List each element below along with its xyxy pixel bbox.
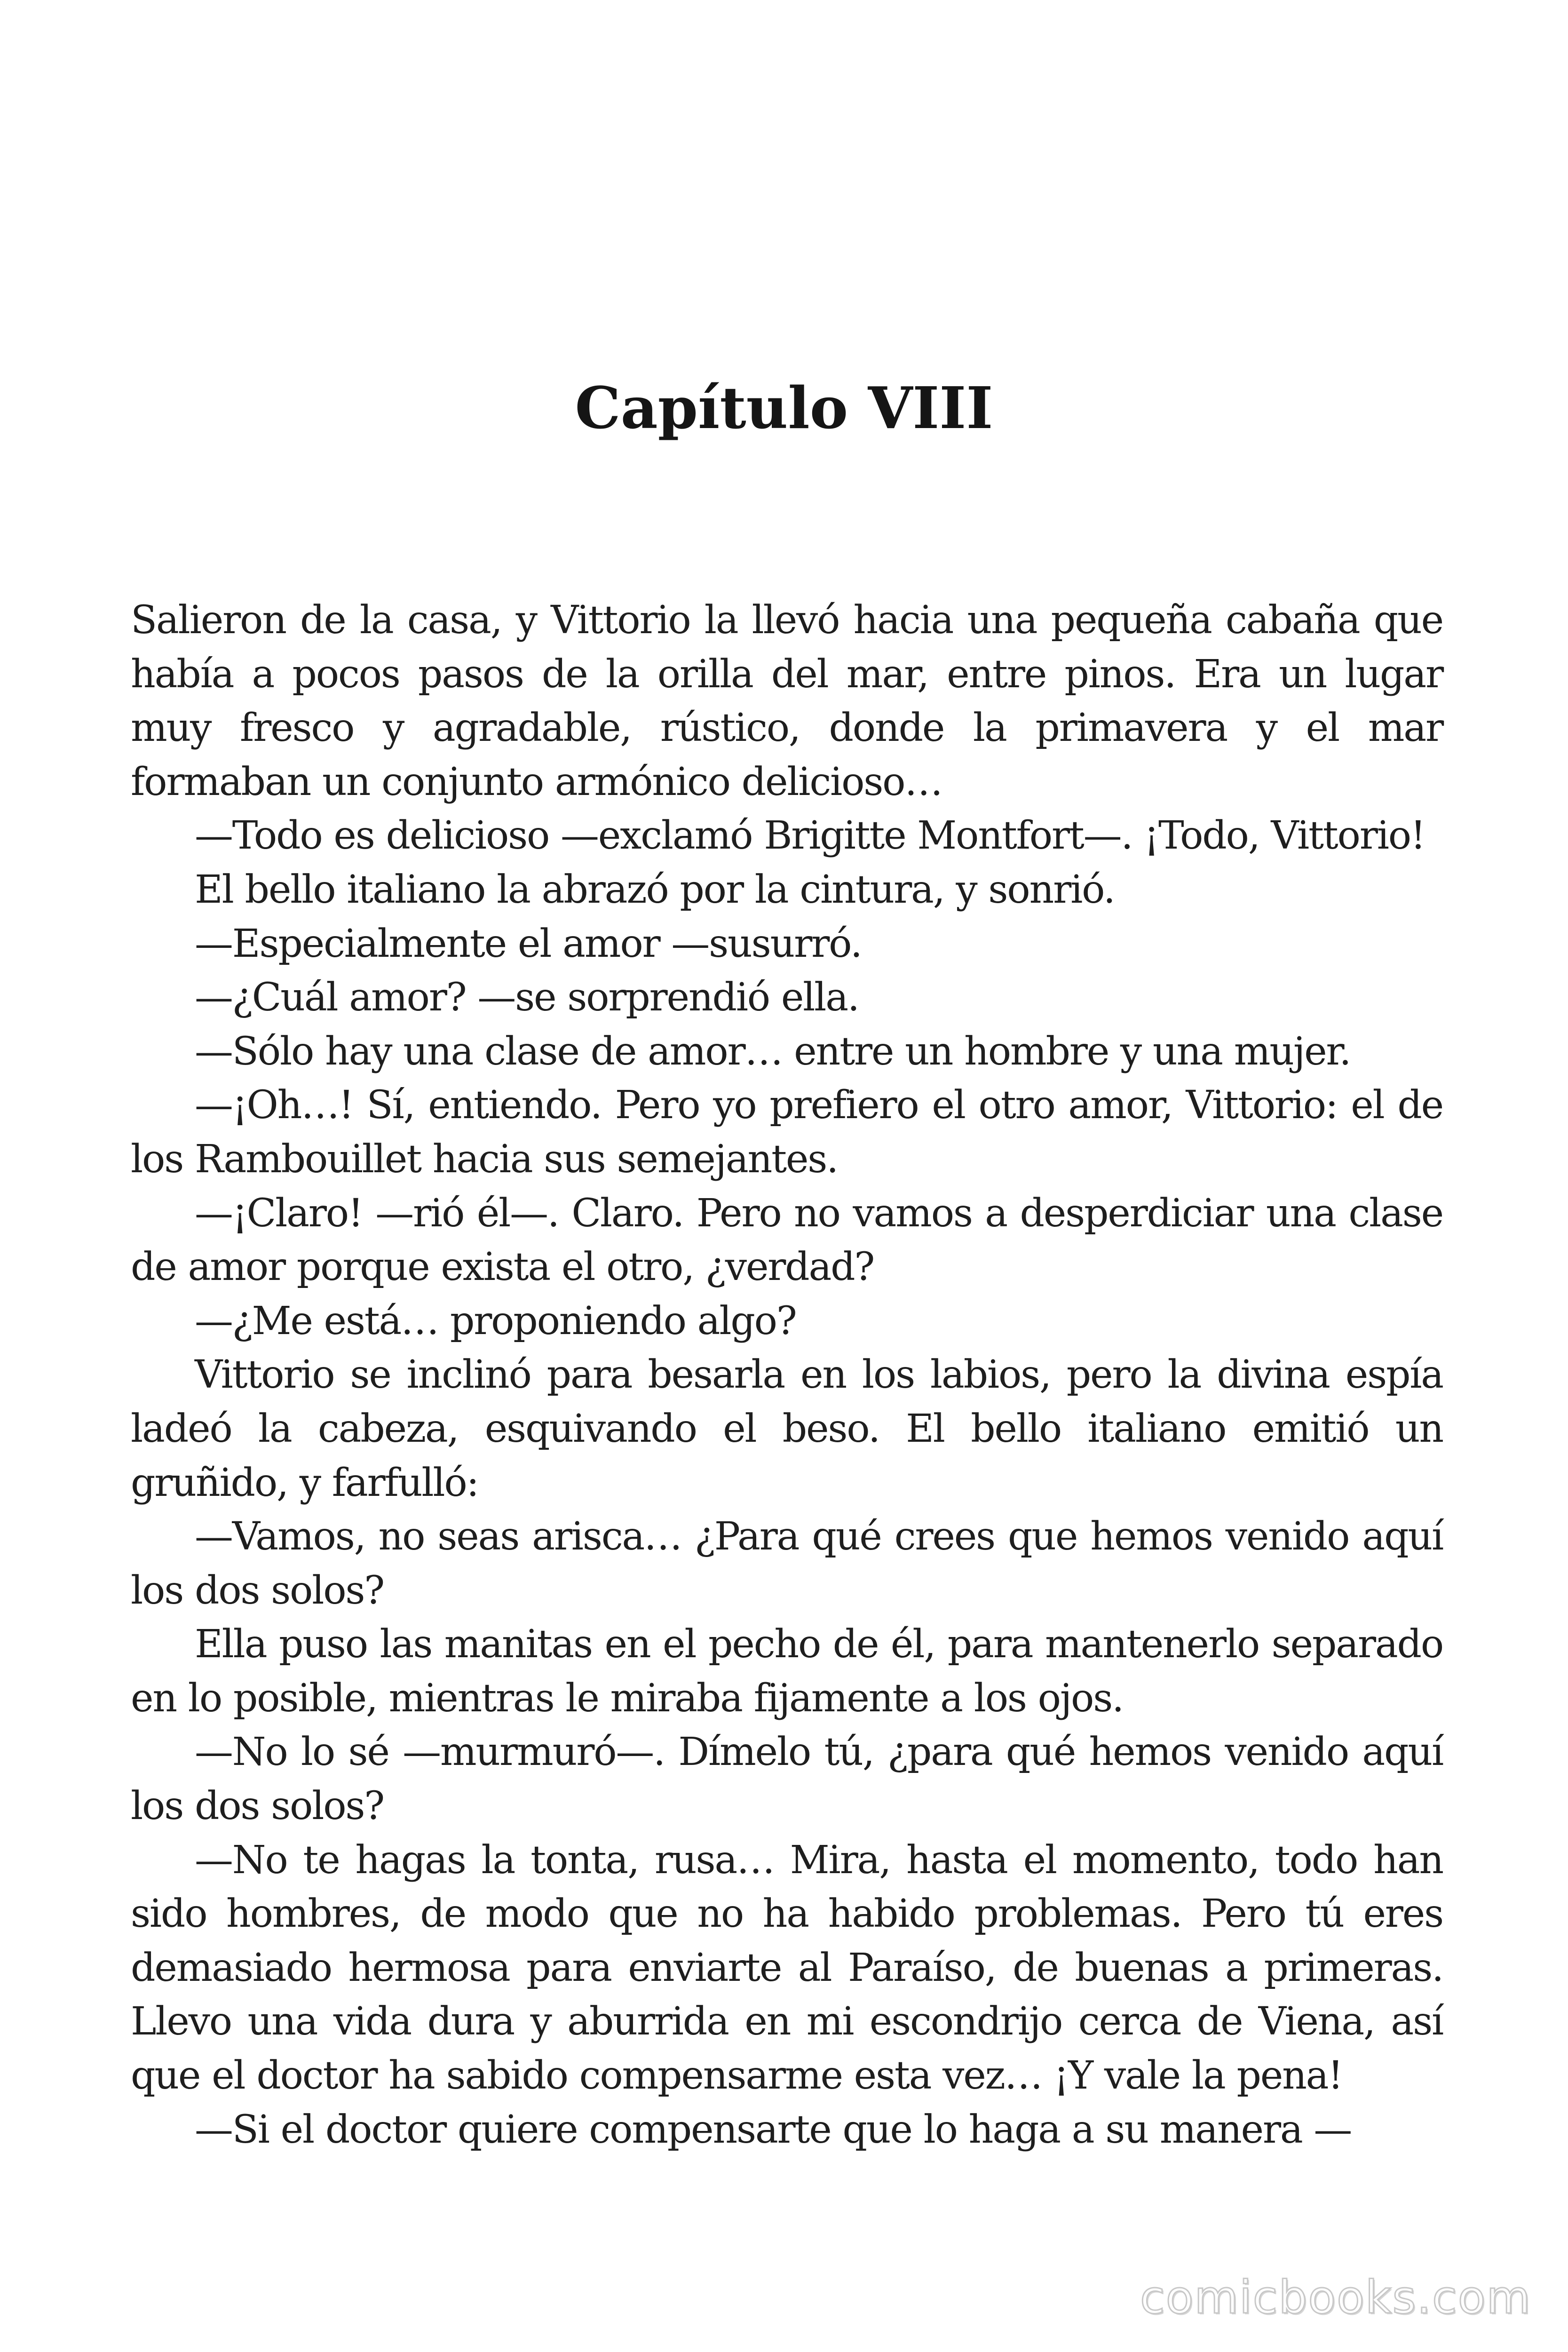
paragraph: Vittorio se inclinó para besarla en los labios, pero la divina espía ladeó la cabeza, esquivando el beso. El bello italiano emitió un gruñido, y farfulló:: [131, 1352, 1443, 1505]
paragraph: Ella puso las manitas en el pecho de él, para mantenerlo separado en lo posible, mientras le miraba fijamente a los ojos.: [131, 1622, 1443, 1721]
paragraph: —¡Oh…! Sí, entiendo. Pero yo prefiero el otro amor, Vittorio: el de los Rambouillet hacia sus semejantes.: [131, 1083, 1443, 1182]
paragraph: —No lo sé —murmuró—. Dímelo tú, ¿para qué hemos venido aquí los dos solos?: [131, 1730, 1443, 1829]
paragraph: —Si el doctor quiere compensarte que lo haga a su manera —: [195, 2107, 1352, 2152]
paragraph: —Vamos, no seas arisca… ¿Para qué crees que hemos venido aquí los dos solos?: [131, 1514, 1443, 1613]
paragraph: —¡Claro! —rió él—. Claro. Pero no vamos a desperdiciar una clase de amor porque exista el otro, ¿verdad?: [131, 1191, 1443, 1290]
paragraph: —¿Me está… proponiendo algo?: [195, 1298, 796, 1343]
chapter-title: Capítulo VIII: [575, 374, 993, 442]
paragraph: —Todo es delicioso —exclamó Brigitte Montfort—. ¡Todo, Vittorio!: [195, 813, 1425, 858]
site-watermark: comicbooks.com: [1140, 2271, 1531, 2324]
paragraph: —Especialmente el amor —susurró.: [195, 921, 862, 966]
paragraph: El bello italiano la abrazó por la cintura, y sonrió.: [195, 867, 1115, 912]
chapter-body: [131, 594, 1443, 2157]
paragraph: —¿Cuál amor? —se sorprendió ella.: [195, 975, 859, 1020]
paragraph: —Sólo hay una clase de amor… entre un hombre y una mujer.: [195, 1029, 1351, 1074]
paragraph: —No te hagas la tonta, rusa… Mira, hasta el momento, todo han sido hombres, de modo que no ha habido problemas. Pero tú eres demasiado hermosa para enviarte al Paraíso, de buenas a primeras. Llevo una vida dura y aburrida en mi escondrijo cerca de Viena, así que el doctor ha sabido compensarme esta vez… ¡Y vale la pena!: [131, 1837, 1443, 2098]
paragraph: Salieron de la casa, y Vittorio la llevó hacia una pequeña cabaña que había a pocos pasos de la orilla del mar, entre pinos. Era un lugar muy fresco y agradable, rústico, donde la primavera y el mar formaban un conjunto armónico delicioso…: [131, 598, 1443, 804]
